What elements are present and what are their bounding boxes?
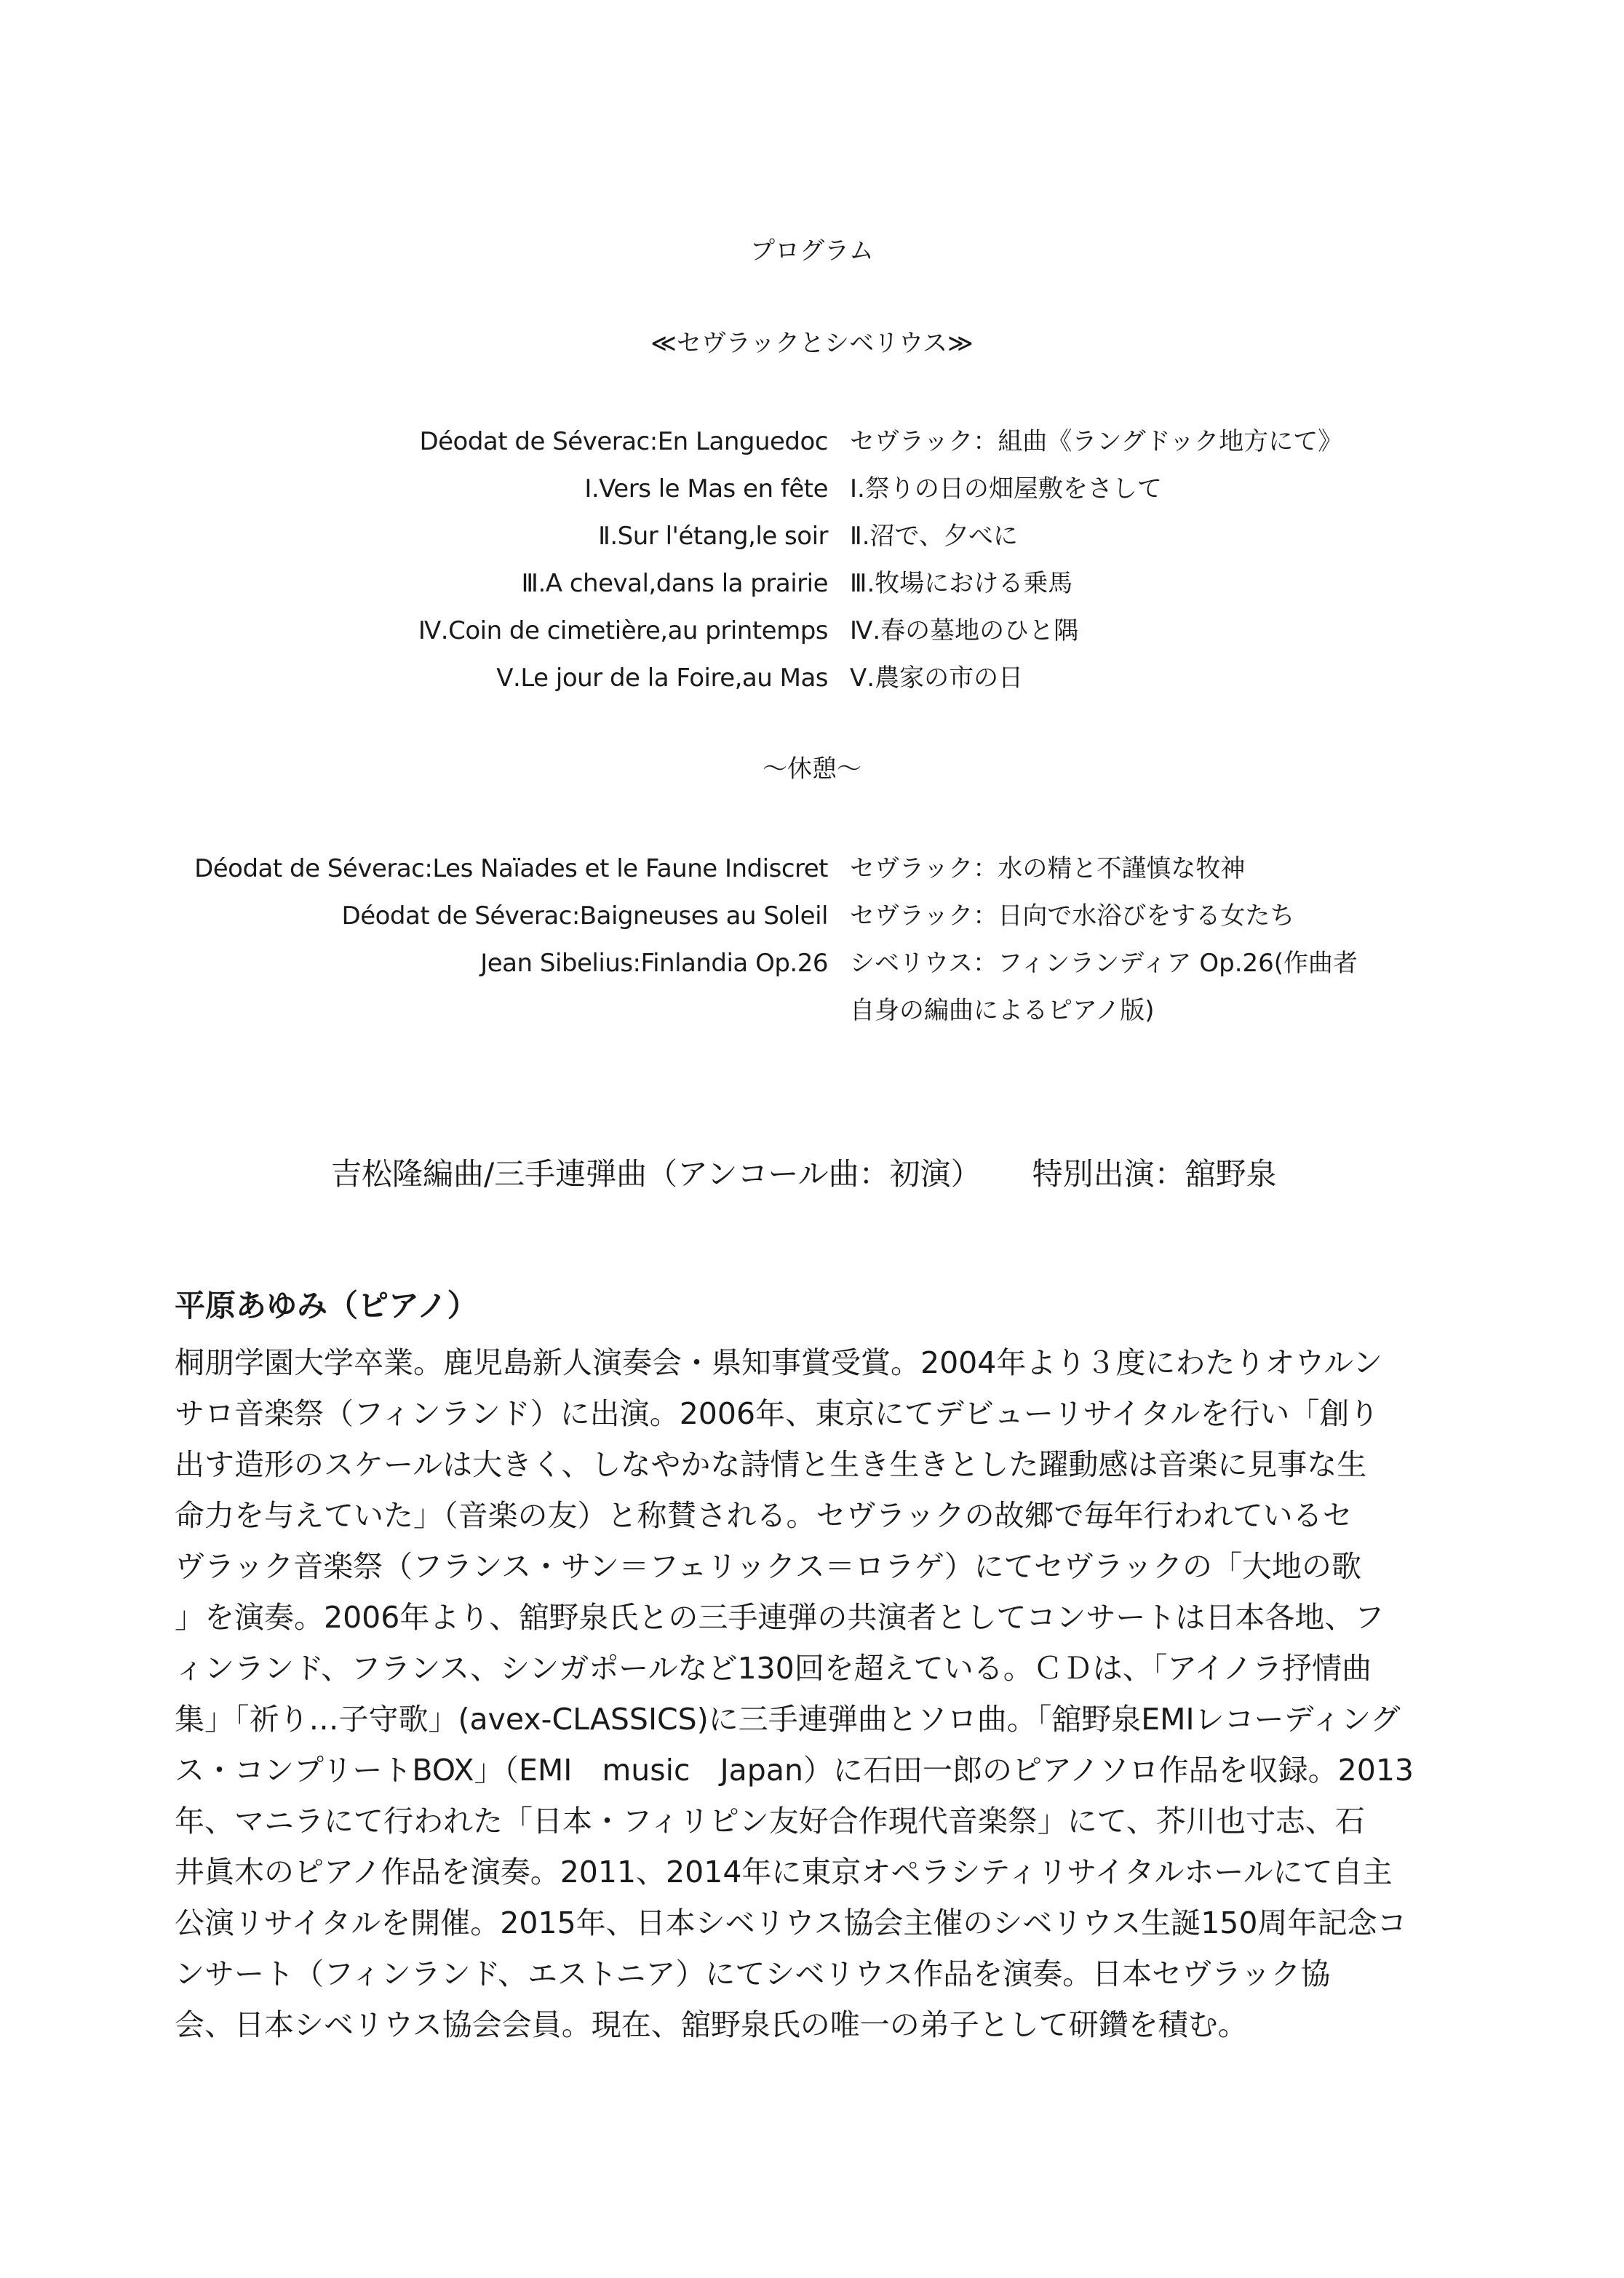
program-row — [0, 945, 1624, 981]
piece-title-ja: Ⅲ.牧場における乗馬 — [850, 569, 1073, 598]
bio-line: ヴラック音楽祭（フランス・サン＝フェリックス＝ロラゲ）にてセヴラックの「大地の歌 — [175, 1549, 1361, 1584]
program-row — [0, 518, 1624, 554]
bio-line: ィンランド、フランス、シンガポールなど130回を超えている。ＣＤは、「アイノラ抒情曲 — [175, 1651, 1372, 1686]
program-row — [0, 851, 1624, 887]
piece-title-ja: セヴラック：水の精と不謹慎な牧神 — [850, 854, 1246, 883]
piece-title-ja: シベリウス：フィンランディア Op.26(作曲者 — [850, 949, 1358, 978]
performer-biography — [175, 1337, 1441, 2050]
bio-line: 会、日本シベリウス協会会員。現在、舘野泉氏の唯一の弟子として研鑽を積む。 — [175, 2007, 1248, 2042]
bio-line: 」を演奏。2006年より、舘野泉氏との三手連弾の共演者としてコンサートは日本各地、フ — [175, 1600, 1385, 1635]
program-row — [0, 660, 1624, 696]
program-row — [0, 898, 1624, 934]
performer-name-heading: 平原あゆみ（ピアノ） — [175, 1288, 478, 1323]
bio-line: ス・コンプリートBOX」（EMI music Japan）に石田一郎のピアノソロ作品を収録。2013 — [175, 1753, 1414, 1788]
piece-title-ja: Ⅴ.農家の市の日 — [850, 664, 1024, 693]
program-title: プログラム — [750, 236, 874, 266]
piece-title-ja: セヴラック：日向で水浴びをする女たち — [850, 901, 1295, 931]
bio-line: サロ音楽祭（フィンランド）に出演。2006年、東京にてデビューリサイタルを行い「創り — [175, 1396, 1380, 1431]
piece-title-fr: Ⅲ.A cheval,dans la prairie — [521, 569, 828, 598]
program-row — [0, 613, 1624, 649]
piece-title-fr: Déodat de Séverac:En Languedoc — [419, 427, 828, 456]
bio-line: 桐朋学園大学卒業。鹿児島新人演奏会・県知事賞受賞。2004年より３度にわたりオウルン — [175, 1345, 1383, 1380]
piece-title-fr: Ⅱ.Sur l'étang,le soir — [598, 522, 828, 551]
bio-line: 年、マニラにて行われた「日本・フィリピン友好合作現代音楽祭」にて、芥川也寸志、石 — [175, 1804, 1365, 1839]
piece-title-fr: Déodat de Séverac:Baigneuses au Soleil — [341, 901, 828, 931]
intermission: ～休憩～ — [763, 754, 861, 784]
piece-title-ja: Ⅰ.祭りの日の畑屋敷をさして — [850, 474, 1162, 503]
encore-line — [331, 1155, 1277, 1193]
encore-piece: 吉松隆編曲/三手連弾曲（アンコール曲：初演） — [331, 1156, 982, 1192]
piece-title-ja: Ⅱ.沼で、夕べに — [850, 522, 1018, 551]
piece-title-ja-continued: 自身の編曲によるピアノ版) — [850, 996, 1155, 1025]
piece-title-fr: Ⅰ.Vers le Mas en fête — [584, 474, 828, 503]
bio-line: 出す造形のスケールは大きく、しなやかな詩情と生き生きとした躍動感は音楽に見事な生 — [175, 1447, 1367, 1482]
program-subtitle: ≪セヴラックとシベリウス≫ — [650, 329, 974, 358]
piece-title-fr: Déodat de Séverac:Les Naïades et le Faune Indiscret — [194, 854, 828, 883]
bio-line: 命力を与えていた」（音楽の友）と称賛される。セヴラックの故郷で毎年行われているセ — [175, 1498, 1353, 1533]
bio-line: 公演リサイタルを開催。2015年、日本シベリウス協会主催のシベリウス生誕150周年記念コ — [175, 1905, 1407, 1940]
piece-title-fr: Ⅴ.Le jour de la Foire,au Mas — [496, 664, 828, 693]
program-row — [0, 992, 1624, 1029]
program-row — [0, 471, 1624, 507]
piece-title-ja: セヴラック：組曲《ラングドック地方にて》 — [850, 427, 1343, 456]
program-row — [0, 565, 1624, 602]
bio-line: 井眞木のピアノ作品を演奏。2011、2014年に東京オペラシティリサイタルホールにて自主 — [175, 1855, 1393, 1889]
piece-title-fr: Ⅳ.Coin de cimetière,au printemps — [418, 616, 828, 645]
piece-title-ja: Ⅳ.春の墓地のひと隅 — [850, 616, 1079, 645]
program-row — [0, 423, 1624, 460]
special-guest: 特別出演：舘野泉 — [1032, 1156, 1277, 1192]
piece-title-fr: Jean Sibelius:Finlandia Op.26 — [480, 949, 828, 978]
bio-line: 集」「祈り…子守歌」(avex-CLASSICS)に三手連弾曲とソロ曲。「舘野泉EMIレコーディング — [175, 1702, 1401, 1737]
bio-line: ンサート（フィンランド、エストニア）にてシベリウス作品を演奏。日本セヴラック協 — [175, 1956, 1331, 1991]
